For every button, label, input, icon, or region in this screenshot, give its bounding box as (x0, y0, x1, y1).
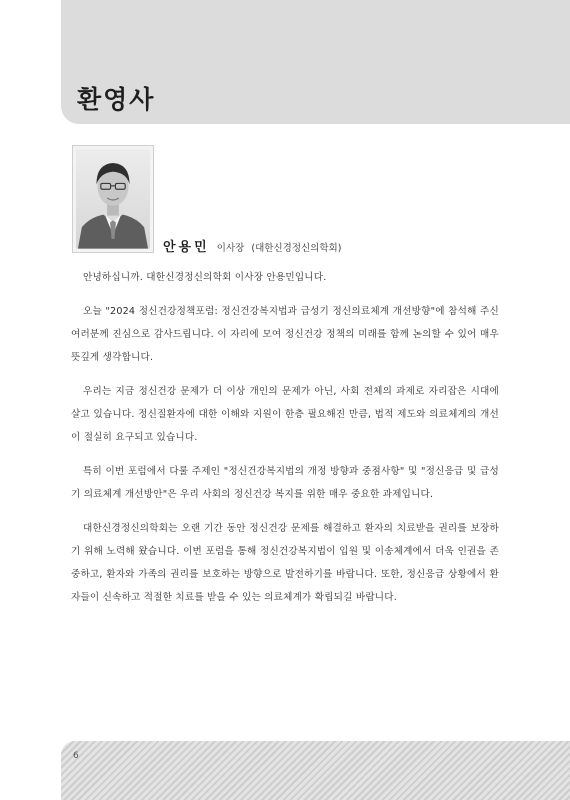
paragraph-greeting: 안녕하십니까. 대한신경정신의학회 이사장 안용민입니다. (83, 272, 327, 283)
author-affiliation: (대한신경정신의학회) (251, 243, 342, 254)
paragraph-society: 대한신경정신의학회는 오랜 기간 동안 정신건강 문제를 해결하고 환자의 치료받을 권리를 보장하기 위해 노력해 왔습니다. 이번 포럼을 통해 정신건강복지법이 입원 및 이송체계에서 더욱 인권을 존중하고, 환자와 가족의 권리를 보호하는 방향으로 발전하기를 바랍니다. 또한, 정신응급 상황에서 환자들이 신속하고 적절한 치료를 받을 수 있는 의료체계가 확립되길 바랍니다. (71, 523, 499, 603)
welcome-message-body (71, 266, 499, 620)
page-title: 환영사 (77, 85, 156, 114)
author-name: 안용민 (163, 240, 210, 255)
paragraph-thanks: 오늘 "2024 정신건강정책포럼: 정신건강복지법과 급성기 정신의료체계 개선방향"에 참석해 주신 여러분께 진심으로 감사드립니다. 이 자리에 모여 정신건강 정책의 미래를 함께 논의할 수 있어 매우 뜻깊게 생각합니다. (71, 306, 499, 363)
author-line (163, 236, 341, 255)
footer-band (61, 741, 570, 800)
author-photo (72, 145, 154, 253)
paragraph-context: 우리는 지금 정신건강 문제가 더 이상 개인의 문제가 아닌, 사회 전체의 과제로 자리잡은 시대에 살고 있습니다. 정신질환자에 대한 이해와 지원이 한층 필요해진 만큼, 법적 제도와 의료체계의 개선이 절실히 요구되고 있습니다. (71, 386, 499, 443)
portrait-image (76, 149, 150, 249)
page-number: 6 (73, 751, 79, 761)
author-title: 이사장 (216, 243, 245, 254)
paragraph-topics: 특히 이번 포럼에서 다룰 주제인 "정신건강복지법의 개정 방향과 중점사항" 및 "정신응급 및 급성기 의료체계 개선방안"은 우리 사회의 정신건강 복지를 위한 매우 중요한 과제입니다. (71, 466, 499, 500)
